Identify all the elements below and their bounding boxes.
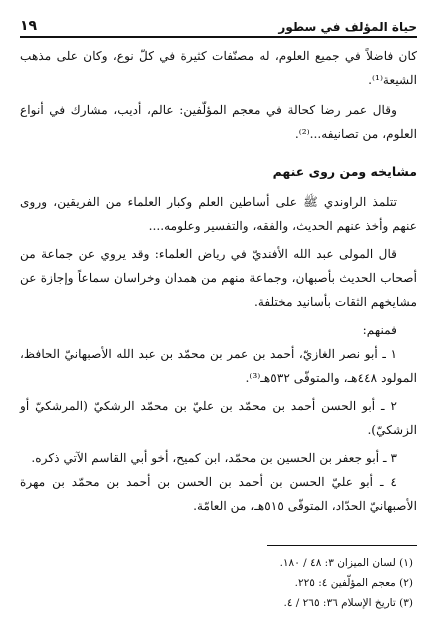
paragraph-teachers-intro: تتلمذ الراوندي ﷺ على أساطين العلم وكبار العلماء من الفريقين، وروى عنهم وأخذ عنهم الحديث، والفقه، والتفسير وعلومه.... xyxy=(20,195,417,233)
footnotes xyxy=(20,553,413,613)
page-number: ١٩ xyxy=(20,18,38,34)
footnote-2: (٢) معجم المؤلّفين ٤: ٢٢٥. xyxy=(294,577,413,589)
footnote-3: (٣) تاريخ الإسلام ٣٦: ٢٦٥ / ٤. xyxy=(283,597,413,609)
list-item-teacher-4: ٤ ـ أبو عليّ الحسن بن أحمد بن الحسن بن أحمد بن محمّد بن مهرة الأصبهانيّ الحدّاد، المتوفّى ٥١٥هـ، من العامّة. xyxy=(20,475,417,513)
paragraph-afandi-quote: قال المولى عبد الله الأفنديّ في رياض العلماء: وقد يروي عن جماعة من أصحاب الحديث بأصبهان، وجماعة منهم من همدان وخراسان سماعاً وإجازة عن مشايخهم الثقات بأسانيد مختلفة. xyxy=(20,247,417,309)
list-item-teacher-2: ٢ ـ أبو الحسن أحمد بن محمّد بن عليّ بن محمّد الرشكيّ (المرشكيّ أو الزشكيّ). xyxy=(20,399,417,437)
running-title: حياة المؤلف في سطور xyxy=(278,20,417,34)
paragraph-teacher-praise: كان فاضلاً في جميع العلوم، له مصنّفات كثيرة في كلّ نوع، وكان على مذهب الشيعة⁽¹⁾. xyxy=(20,49,417,87)
footnote-1: (١) لسان الميزان ٣: ٤٨ / ١٨٠. xyxy=(279,557,413,569)
section-heading: مشايخه ومن روى عنهم xyxy=(272,164,417,179)
list-item-teacher-3: ٣ ـ أبو جعفر بن الحسين بن محمّد، ابن كميح، أخو أبي القاسم الآتي ذكره. xyxy=(31,451,397,465)
body-text xyxy=(20,44,417,518)
paragraph-among-them: فمنهم: xyxy=(362,323,397,337)
list-item-teacher-1: ١ ـ أبو نصر الغازيّ، أحمد بن عمر بن محمّد بن عبد الله الأصبهانيّ الحافظ، المولود ٤٤٨هـ، والمتوفّى ٥٣٢هـ⁽³⁾. xyxy=(20,347,417,385)
page-header xyxy=(20,10,417,38)
footnote-separator xyxy=(267,545,417,546)
paragraph-kahhala-quote: وقال عمر رضا كحالة في معجم المؤلّفين: عالم، أديب، مشارك في أنواع العلوم، من تصانيفه...⁽²⁾. xyxy=(20,103,417,141)
